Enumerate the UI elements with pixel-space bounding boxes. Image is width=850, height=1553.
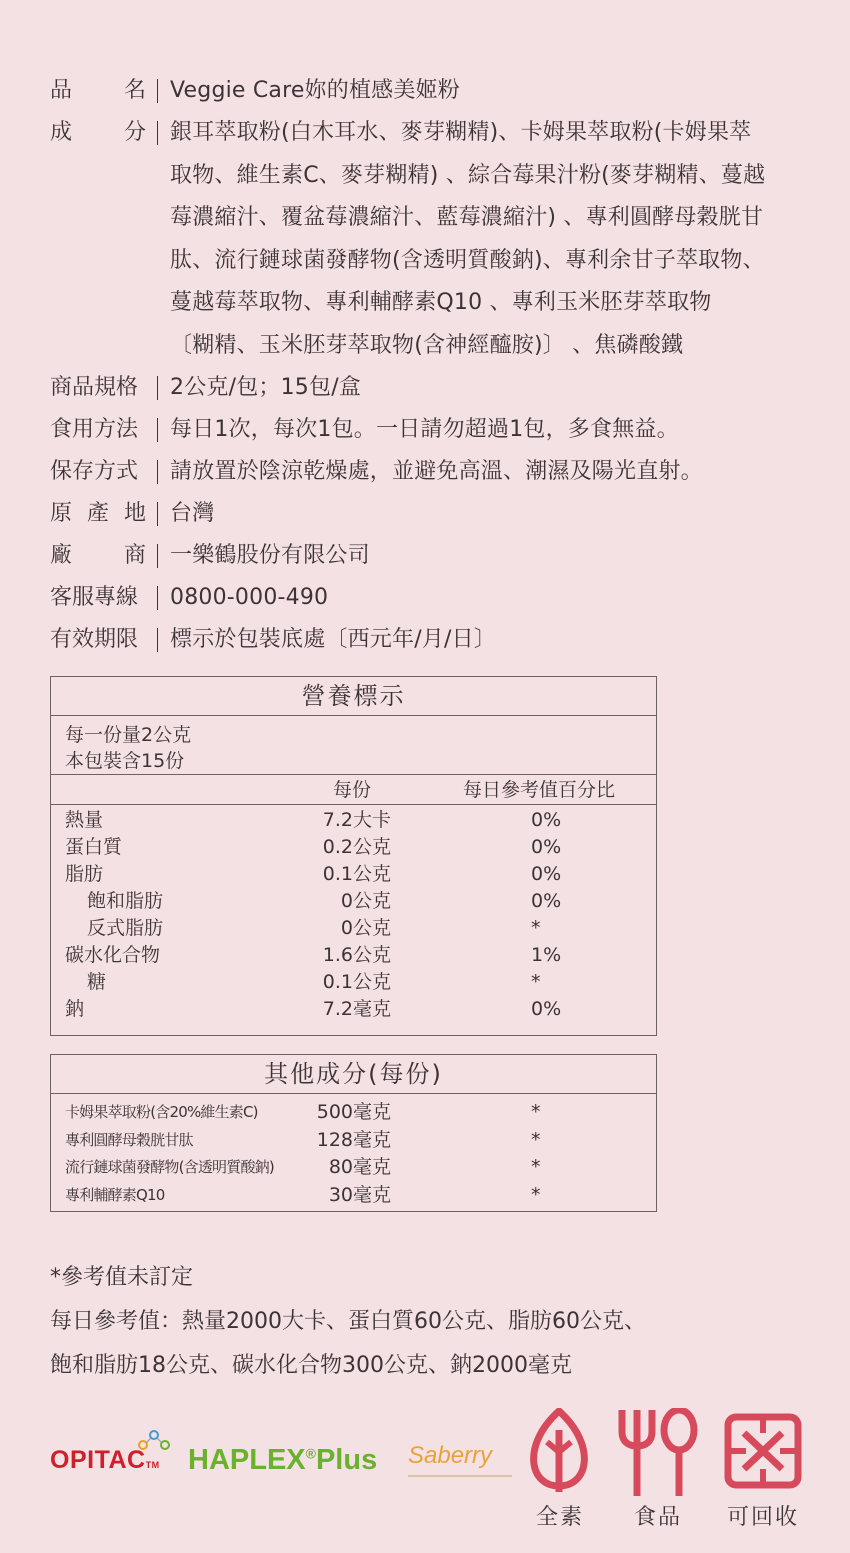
other-rows xyxy=(51,1094,656,1209)
spec-row-hotline xyxy=(50,577,820,619)
ingredient-amount: 80毫克 xyxy=(328,1156,391,1178)
spec-row-size xyxy=(50,367,820,409)
ingredient-daily-value: * xyxy=(531,1156,541,1178)
nutrient-amount: 0.1公克 xyxy=(322,971,391,993)
table-row xyxy=(51,861,656,888)
spec-row-storage xyxy=(50,451,820,493)
spec-row-ingredients xyxy=(50,112,820,367)
nutrient-daily-value: 0% xyxy=(531,809,562,831)
nutrient-name: 糖 xyxy=(87,971,107,993)
divider xyxy=(157,418,158,442)
table-row xyxy=(51,1182,656,1210)
table-row xyxy=(51,969,656,996)
footnote-daily-reference: 每日參考值：熱量2000大卡、蛋白質60公克、脂肪60公克、 xyxy=(50,1309,646,1334)
recyclable-label: 可回收 xyxy=(727,1505,800,1530)
nutrient-daily-value: 0% xyxy=(531,863,562,885)
footnote-undefined: *參考值未訂定 xyxy=(50,1265,194,1290)
divider xyxy=(157,628,158,652)
nutrient-amount: 0.2公克 xyxy=(322,836,391,858)
ingredient-daily-value: * xyxy=(531,1101,541,1123)
table-row xyxy=(51,942,656,969)
spec-label-expiry: 有效期限 xyxy=(50,627,139,652)
spec-row-name xyxy=(50,70,820,112)
ingredient-amount: 128毫克 xyxy=(316,1128,391,1151)
ingredient-name: 卡姆果萃取粉(含20%維生素C) xyxy=(65,1103,258,1121)
servings-per-package: 本包裝含15份 xyxy=(65,750,185,772)
fork-spoon-icon xyxy=(617,1408,699,1498)
nutrient-amount: 0公克 xyxy=(340,890,391,912)
spec-value-storage: 請放置於陰涼乾燥處，並避免高溫、潮濕及陽光直射。 xyxy=(170,459,703,484)
other-ingredients-table xyxy=(50,1054,657,1212)
spec-label-size: 商品規格 xyxy=(50,375,139,400)
divider xyxy=(157,121,158,145)
nutrition-rows xyxy=(51,805,656,1023)
divider xyxy=(157,544,158,568)
nutrient-name: 反式脂肪 xyxy=(87,917,164,939)
table-row xyxy=(51,807,656,834)
nutrient-amount: 0公克 xyxy=(340,917,391,939)
footnotes xyxy=(50,1256,646,1388)
nutrient-daily-value: 0% xyxy=(531,836,562,858)
nutrient-daily-value: 0% xyxy=(531,890,562,912)
nutrient-amount: 1.6公克 xyxy=(322,944,391,966)
saberry-logo: Saberry xyxy=(408,1442,492,1470)
spec-label-maker: 廠 商 xyxy=(50,543,146,568)
divider xyxy=(157,79,158,103)
serving-info xyxy=(51,716,656,775)
table-row xyxy=(51,996,656,1023)
spec-value-name: Veggie Care妳的植感美姬粉 xyxy=(170,78,460,103)
nutrient-name: 鈉 xyxy=(65,998,85,1020)
serving-size: 每一份量2公克 xyxy=(65,724,192,746)
spec-label-hotline: 客服專線 xyxy=(50,585,139,610)
nutrient-amount: 0.1公克 xyxy=(322,863,391,885)
nutrient-amount: 7.2大卡 xyxy=(322,809,391,831)
spec-label-origin: 原 產 地 xyxy=(50,501,146,526)
spec-value-size: 2公克/包；15包/盒 xyxy=(170,375,362,400)
spec-row-expiry xyxy=(50,619,820,661)
nutrition-facts-table xyxy=(50,676,657,1036)
ingredient-name: 流行鏈球菌發酵物(含透明質酸鈉) xyxy=(65,1158,274,1176)
table-row xyxy=(51,1154,656,1182)
divider xyxy=(157,502,158,526)
spec-value-hotline[interactable]: 0800-000-490 xyxy=(170,585,329,610)
table-row xyxy=(51,834,656,861)
spec-value-usage: 每日1次，每次1包。一日請勿超過1包，多食無益。 xyxy=(170,417,679,442)
table-row xyxy=(51,1099,656,1127)
spec-label-name: 品 名 xyxy=(50,78,146,103)
footnote-daily-reference-cont: 飽和脂肪18公克、碳水化合物300公克、鈉2000毫克 xyxy=(50,1353,572,1378)
vegan-label: 全素 xyxy=(536,1505,585,1530)
vegan-leaf-icon xyxy=(528,1408,590,1492)
recycle-icon xyxy=(724,1413,802,1489)
spec-row-origin xyxy=(50,493,820,535)
nutrient-name: 碳水化合物 xyxy=(65,944,161,966)
ingredient-amount: 30毫克 xyxy=(328,1183,391,1206)
table-row xyxy=(51,915,656,942)
divider xyxy=(157,460,158,484)
spec-row-maker xyxy=(50,535,820,577)
spec-value-expiry: 標示於包裝底處〔西元年/月/日〕 xyxy=(170,627,497,652)
divider xyxy=(157,586,158,610)
nutrient-name: 脂肪 xyxy=(65,863,104,885)
spec-label-ingredients: 成 分 xyxy=(50,120,146,145)
column-per-serving: 每份 xyxy=(333,779,372,801)
opitac-molecule-icon xyxy=(136,1430,172,1452)
opitac-logo: OPITACTM xyxy=(50,1446,160,1475)
nutrient-daily-value: * xyxy=(531,971,541,993)
ingredient-name: 專利圓酵母穀胱甘肽 xyxy=(65,1130,193,1149)
nutrient-name: 飽和脂肪 xyxy=(87,890,164,912)
divider xyxy=(157,376,158,400)
spec-label-usage: 食用方法 xyxy=(50,417,139,442)
spec-value-origin: 台灣 xyxy=(170,501,215,526)
spec-value-maker: 一樂鶴股份有限公司 xyxy=(170,543,370,568)
haplex-plus-logo: HAPLEX®Plus xyxy=(188,1444,378,1476)
food-label: 食品 xyxy=(634,1505,683,1530)
ingredient-daily-value: * xyxy=(531,1183,541,1206)
nutrient-name: 蛋白質 xyxy=(65,836,123,858)
ingredient-name: 專利輔酵素Q10 xyxy=(65,1185,165,1204)
saberry-underline-icon xyxy=(408,1474,512,1478)
spec-row-usage xyxy=(50,409,820,451)
spec-label-storage: 保存方式 xyxy=(50,459,139,484)
ingredient-daily-value: * xyxy=(531,1128,541,1151)
nutrient-amount: 7.2毫克 xyxy=(322,998,391,1020)
product-spec-list xyxy=(50,70,820,661)
nutrition-title: 營養標示 xyxy=(51,677,656,716)
table-row xyxy=(51,1127,656,1155)
ingredient-amount: 500毫克 xyxy=(316,1101,391,1123)
nutrient-daily-value: * xyxy=(531,917,541,939)
nutrient-daily-value: 1% xyxy=(531,944,562,966)
nutrition-header xyxy=(51,775,656,805)
column-daily-value: 每日參考值百分比 xyxy=(463,779,616,801)
spec-value-ingredients: 銀耳萃取粉(白木耳水、麥芽糊精)、卡姆果萃取粉(卡姆果萃 取物、維生素C、麥芽糊精) 、綜合莓果汁粉(麥芽糊精、蔓越 莓濃縮汁、覆盆莓濃縮汁、藍莓濃縮汁) 、專利圓酵母穀胱甘 肽、流行鏈球菌發酵物(含透明質酸鈉)、專利余甘子萃取物、 蔓越莓萃取物、專利輔酵素Q10 、專利玉米胚芽萃取物 〔糊精、玉米胚芽萃取物(含神經醯胺)〕 、焦磷酸鐵 xyxy=(170,120,766,358)
nutrient-daily-value: 0% xyxy=(531,998,562,1020)
other-title: 其他成分(每份) xyxy=(51,1055,656,1094)
table-row xyxy=(51,888,656,915)
nutrient-name: 熱量 xyxy=(65,809,104,831)
